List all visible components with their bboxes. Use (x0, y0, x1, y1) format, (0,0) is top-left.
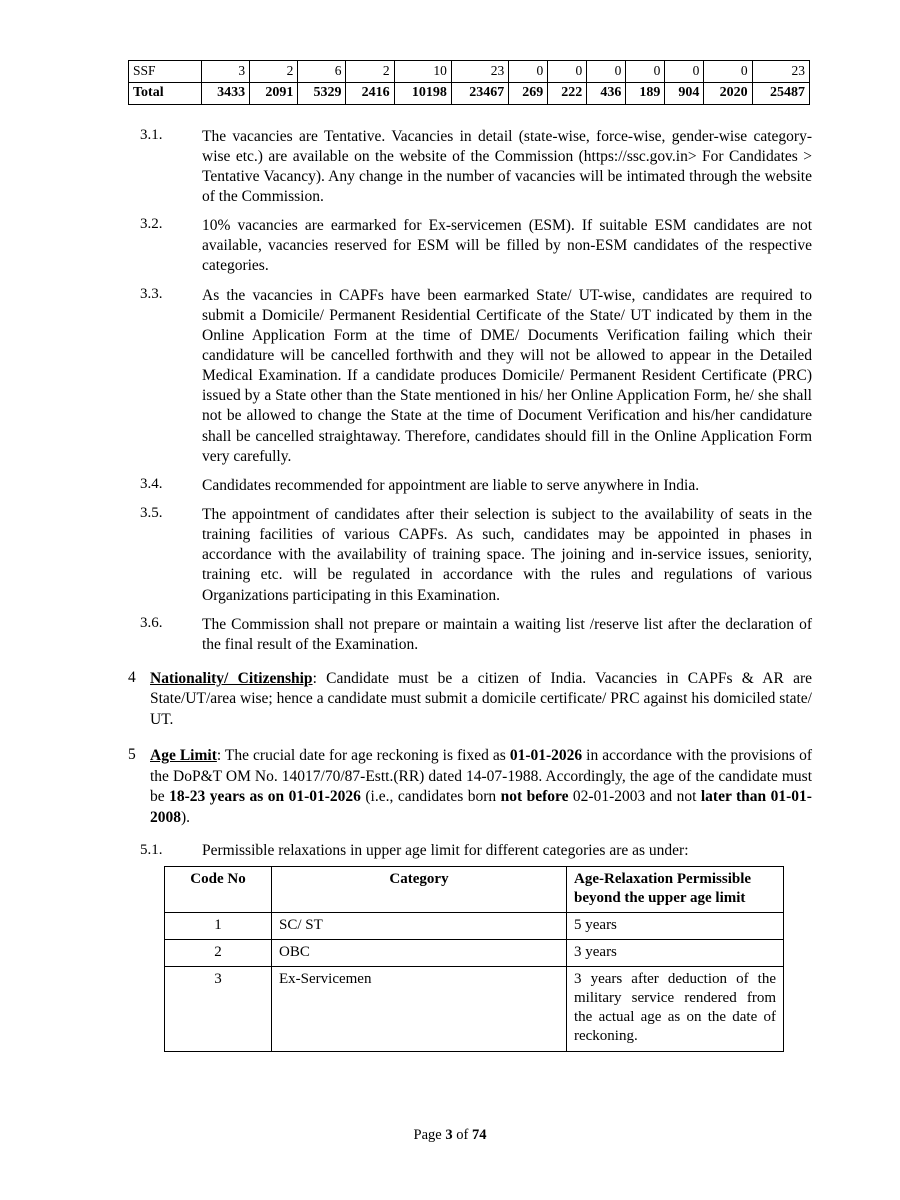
crucial-date: 01-01-2026 (509, 747, 583, 765)
cell: 0 (626, 61, 665, 83)
footer-prefix: Page (413, 1127, 446, 1143)
cell: 0 (509, 61, 548, 83)
clause-text: 10% vacancies are earmarked for Ex-servicemen (ESM). If suitable ESM candidates are not available, vacancies reserved for ESM will be filled by non-ESM candidates of the respective categories. (202, 217, 812, 275)
clause-3-5 (128, 505, 812, 606)
cell-relaxation: 3 years after deduction of the military service rendered from the actual age as on the date of reckoning. (567, 967, 784, 1051)
clause-text: The Commission shall not prepare or maintain a waiting list /reserve list after the declaration of the final result of the Examination. (202, 615, 812, 653)
age-range: 18-23 years as on 01-01-2026 (169, 788, 361, 806)
clause-3-3 (128, 286, 812, 467)
section-text-part-4: 02-01-2003 and not (568, 788, 701, 806)
table-row (165, 940, 784, 967)
clause-3-6 (128, 615, 812, 655)
section-4 (128, 669, 812, 730)
cell: 23467 (451, 82, 508, 104)
section-number: 5 (128, 746, 136, 764)
cell: 0 (704, 61, 752, 83)
cell: 2020 (704, 82, 752, 104)
cell: 6 (298, 61, 346, 83)
section-text-part-1: : The crucial date for age reckoning is fixed as (216, 747, 510, 765)
cell-code: 3 (165, 967, 272, 1051)
section-body (150, 669, 812, 730)
clause-number: 3.1. (140, 126, 163, 143)
section-text-part-5: ). (181, 808, 191, 826)
clause-3-1 (128, 127, 812, 208)
cell-relaxation: 5 years (567, 913, 784, 940)
clause-text: Permissible relaxations in upper age limit for different categories are as under: (202, 842, 689, 860)
later-than-label: later than 01-01-2008 (150, 788, 812, 826)
page-footer (0, 1127, 900, 1144)
cell: 436 (587, 82, 626, 104)
clause-number: 3.3. (140, 285, 163, 302)
row-label: SSF (129, 61, 202, 83)
clause-number: 5.1. (140, 842, 163, 859)
clause-number: 3.4. (140, 475, 163, 492)
cell-code: 1 (165, 913, 272, 940)
cell-category: OBC (272, 940, 567, 967)
cell: 25487 (752, 82, 809, 104)
column-header-category: Category (272, 867, 567, 913)
clause-5-1 (128, 842, 812, 860)
section-number: 4 (128, 668, 136, 686)
section-body (150, 746, 812, 828)
table-row-total (129, 82, 810, 104)
cell: 10 (394, 61, 451, 83)
cell: 222 (548, 82, 587, 104)
table-row (165, 967, 784, 1051)
footer-current-page: 3 (445, 1127, 453, 1143)
row-label: Total (129, 82, 202, 104)
cell: 0 (548, 61, 587, 83)
clause-number: 3.5. (140, 505, 163, 521)
clause-text: As the vacancies in CAPFs have been earmarked State/ UT-wise, candidates are required to submit a Domicile/ Permanent Residential Certificate of the State/ UT indicated by them in the Online Application Form at the time of DME/ Documents Verification failing which their candidature will be cancelled forthwith and they will not be allowed to appear in the Detailed Medical Examination. If a candidate produces Domicile/ Permanent Resident Certificate (PRC) issued by a State other than the State mentioned in his/ her Online Application Form, he/ she shall not be allowed to change the State at the time of Document Verification and his/her candidature shall be cancelled straightaway. Therefore, candidates should fill in the Online Application Form very carefully. (202, 286, 812, 465)
section-text: : Candidate must be a citizen of India. Vacancies in CAPFs & AR are State/UT/area wise; hence a candidate must submit a domicile certificate/ PRC against his domiciled state/ UT. (150, 669, 812, 728)
section-text-part-3: (i.e., candidates born (360, 788, 501, 806)
cell: 189 (626, 82, 665, 104)
cell: 0 (665, 61, 704, 83)
vacancy-table-body (129, 61, 810, 105)
relaxation-table-head (165, 867, 784, 913)
age-relaxation-table (164, 866, 784, 1051)
cell-code: 2 (165, 940, 272, 967)
cell: 23 (451, 61, 508, 83)
cell-category: Ex-Servicemen (272, 967, 567, 1051)
column-header-relaxation: Age-Relaxation Permissible beyond the upper age limit (567, 867, 784, 913)
clause-number: 3.6. (140, 614, 163, 631)
table-header-row (165, 867, 784, 913)
clause-text: The vacancies are Tentative. Vacancies in detail (state-wise, force-wise, gender-wise category-wise etc.) are available on the website of the Commission (https://ssc.gov.in> For Candidates > Tentative Vacancy). Any change in the number of vacancies will be intimated through the website of the Commission. (202, 127, 812, 206)
cell: 2 (250, 61, 298, 83)
clause-3-4 (128, 476, 812, 496)
cell: 0 (587, 61, 626, 83)
clause-3-2 (128, 216, 812, 276)
clause-text: The appointment of candidates after their selection is subject to the availability of seats in the training facilities of various CAPFs. As such, candidates may be appointed in phases in accordance with the availability of training space. The joining and in-service issues, seniority, training etc. will be regulated in accordance with the rules and regulations of various Organizations participating in this Examination. (202, 506, 812, 604)
clause-list (128, 127, 812, 655)
cell: 2091 (250, 82, 298, 104)
footer-middle: of (452, 1127, 472, 1143)
column-header-code: Code No (165, 867, 272, 913)
cell-relaxation: 3 years (567, 940, 784, 967)
clause-text: Candidates recommended for appointment are liable to serve anywhere in India. (202, 476, 700, 494)
vacancy-summary-table (128, 60, 810, 105)
cell: 269 (509, 82, 548, 104)
cell: 5329 (298, 82, 346, 104)
section-5 (128, 746, 812, 828)
cell: 904 (665, 82, 704, 104)
footer-total-pages: 74 (471, 1127, 487, 1143)
cell-category: SC/ ST (272, 913, 567, 940)
cell: 3 (202, 61, 250, 83)
cell: 10198 (394, 82, 451, 104)
cell: 2 (346, 61, 394, 83)
clause-number: 3.2. (140, 216, 163, 233)
not-before-label: not before (500, 788, 569, 806)
section-text-part-2: in accordance with the provisions of the DoP&T OM No. 14017/70/87-Estt.(RR) dated 14-07-1988. Accordingly, the age of the candidate must be (150, 747, 812, 806)
table-row (165, 913, 784, 940)
section-heading: Age Limit (150, 747, 217, 765)
cell: 3433 (202, 82, 250, 104)
cell: 23 (752, 61, 809, 83)
cell: 2416 (346, 82, 394, 104)
table-row (129, 61, 810, 83)
section-heading: Nationality/ Citizenship (150, 669, 313, 687)
relaxation-table-body (165, 913, 784, 1051)
